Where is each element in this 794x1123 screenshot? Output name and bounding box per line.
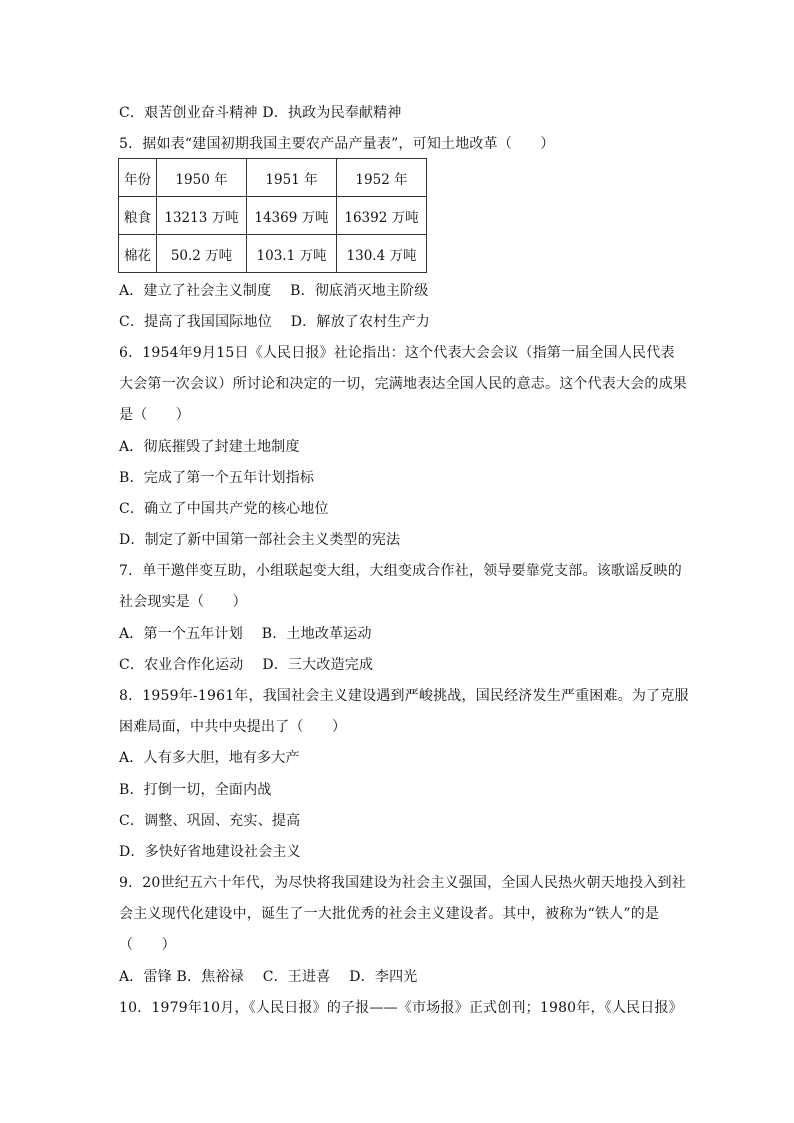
text-line-question-5: 5．据如表“建国初期我国主要农产品产量表”，可知土地改革（ ）	[119, 136, 555, 152]
table-cell: 50.2 万吨	[157, 235, 247, 273]
option-line: A．雷锋 B．焦裕禄 C．王进喜 D．李四光	[119, 969, 418, 985]
question-line: 10．1979年10月，《人民日报》的子报——《市场报》正式创刊；1980年，《人民日报》	[119, 1000, 683, 1016]
table-header-cell: 1951 年	[247, 159, 337, 197]
question-line: 会主义现代化建设中，诞生了一大批优秀的社会主义建设者。其中，被称为“铁人”的是	[119, 906, 660, 922]
question-line: 是（ ）	[119, 407, 190, 423]
table-row	[119, 197, 427, 235]
question-line: 大会第一次会议）所讨论和决定的一切，完满地表达全国人民的意志。这个代表大会的成果	[119, 376, 687, 392]
question-line: 6．1954年9月15日《人民日报》社论指出：这个代表大会会议（指第一届全国人民代表	[119, 345, 675, 361]
question-line: （ ）	[119, 937, 176, 953]
option-line: A．彻底摧毁了封建土地制度	[119, 439, 300, 455]
table-header-cell: 年份	[119, 159, 157, 197]
table-header-cell: 1952 年	[337, 159, 427, 197]
text-line-options-q4: C．艰苦创业奋斗精神 D．执政为民奉献精神	[119, 105, 402, 121]
table-cell: 14369 万吨	[247, 197, 337, 235]
option-line: C．农业合作化运动 D．三大改造完成	[119, 657, 374, 673]
question-line: 9．20世纪五六十年代，为尽快将我国建设为社会主义强国，全国人民热火朝天地投入到社	[119, 875, 686, 891]
option-line: C．提高了我国国际地位 D．解放了农村生产力	[119, 314, 430, 330]
option-line: D．制定了新中国第一部社会主义类型的宪法	[119, 532, 401, 548]
crop-production-table	[118, 158, 427, 273]
question-line: 社会现实是（ ）	[119, 594, 247, 610]
option-line: D．多快好省地建设社会主义	[119, 844, 301, 860]
option-line: C．确立了中国共产党的核心地位	[119, 501, 329, 517]
option-line: B．打倒一切，全面内战	[119, 782, 272, 798]
option-line: A．人有多大胆，地有多大产	[119, 750, 300, 766]
table-row	[119, 235, 427, 273]
table-cell: 棉花	[119, 235, 157, 273]
option-line: A．第一个五年计划 B．土地改革运动	[119, 626, 372, 642]
table-cell: 130.4 万吨	[337, 235, 427, 273]
table-header-cell: 1950 年	[157, 159, 247, 197]
table-header-row	[119, 159, 427, 197]
question-line: 8．1959年-1961年，我国社会主义建设遇到严峻挑战，国民经济发生严重困难。为了克服	[119, 688, 689, 704]
question-line: 7．单干邀伴变互助，小组联起变大组，大组变成合作社，领导要靠党支部。该歌谣反映的	[119, 563, 682, 579]
table-cell: 103.1 万吨	[247, 235, 337, 273]
table-cell: 13213 万吨	[157, 197, 247, 235]
option-line: C．调整、巩固、充实、提高	[119, 813, 301, 829]
table-cell: 粮食	[119, 197, 157, 235]
table-cell: 16392 万吨	[337, 197, 427, 235]
question-line: 困难局面，中共中央提出了（ ）	[119, 719, 347, 735]
option-line: B．完成了第一个五年计划指标	[119, 470, 315, 486]
option-line: A．建立了社会主义制度 B．彻底消灭地主阶级	[119, 283, 429, 299]
